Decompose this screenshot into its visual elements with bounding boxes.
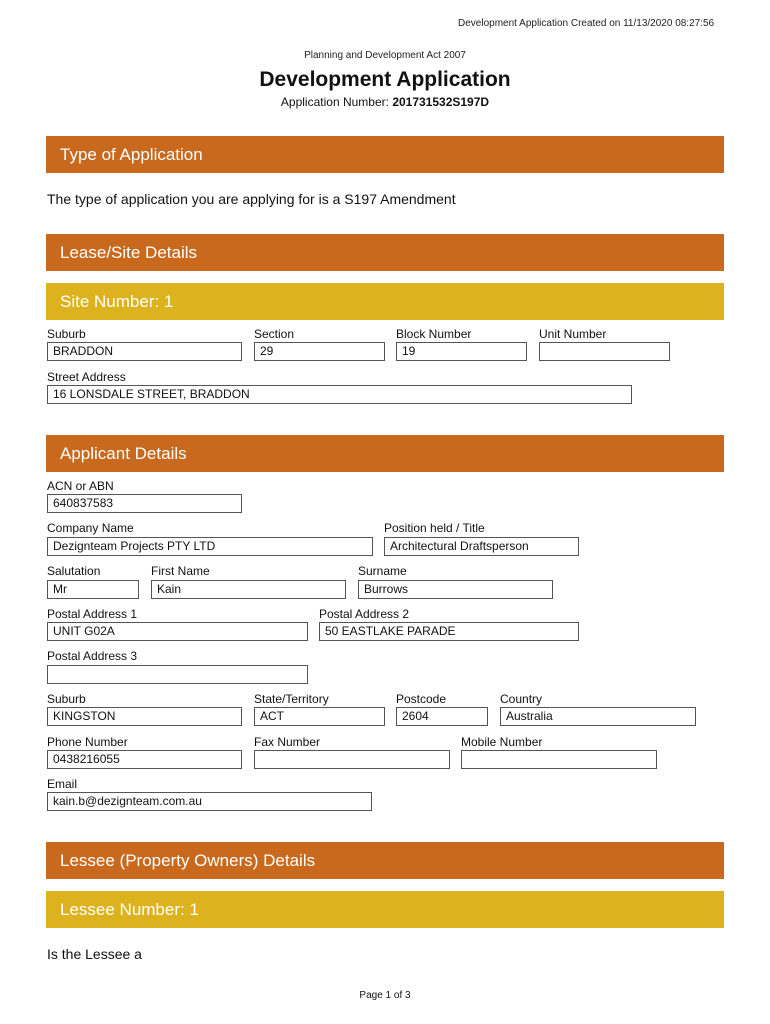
first-name-label: First Name: [151, 564, 210, 578]
applicant-suburb-field[interactable]: KINGSTON: [47, 707, 242, 726]
application-number: [0, 95, 770, 109]
country-label: Country: [500, 692, 543, 706]
postal-address-2-label: Postal Address 2: [319, 607, 410, 621]
postal-address-3-label: Postal Address 3: [47, 649, 138, 663]
subsection-site-number: Site Number: 1: [46, 283, 724, 320]
email-label: Email: [47, 777, 78, 791]
acn-abn-field[interactable]: 640837583: [47, 494, 242, 513]
site-suburb-label: Suburb: [47, 327, 86, 341]
state-territory-label: State/Territory: [254, 692, 329, 706]
section-lease-site-details: Lease/Site Details: [46, 234, 724, 271]
lessee-type-question: Is the Lessee a: [47, 946, 142, 962]
position-title-label: Position held / Title: [384, 521, 485, 535]
company-name-label: Company Name: [47, 521, 134, 535]
postal-address-3-field[interactable]: [47, 665, 308, 684]
phone-number-label: Phone Number: [47, 735, 128, 749]
section-label: Section: [254, 327, 295, 341]
fax-number-field[interactable]: [254, 750, 450, 769]
subsection-lessee-number: Lessee Number: 1: [46, 891, 724, 928]
surname-label: Surname: [358, 564, 407, 578]
block-number-label: Block Number: [396, 327, 472, 341]
country-field[interactable]: Australia: [500, 707, 696, 726]
street-address-label: Street Address: [47, 370, 126, 384]
page-title: Development Application: [259, 68, 511, 91]
site-suburb-field[interactable]: BRADDON: [47, 342, 242, 361]
unit-number-label: Unit Number: [539, 327, 607, 341]
fax-number-label: Fax Number: [254, 735, 321, 749]
application-type-text: The type of application you are applying for is a S197 Amendment: [47, 191, 456, 207]
state-territory-field[interactable]: ACT: [254, 707, 385, 726]
postcode-field[interactable]: 2604: [396, 707, 488, 726]
section-field[interactable]: 29: [254, 342, 385, 361]
application-number-label: Application Number:: [280, 95, 389, 109]
applicant-suburb-label: Suburb: [47, 692, 86, 706]
section-applicant-details: Applicant Details: [46, 435, 724, 472]
section-lessee-details: Lessee (Property Owners) Details: [46, 842, 724, 879]
position-title-field[interactable]: Architectural Draftsperson: [384, 537, 579, 556]
section-type-of-application: Type of Application: [46, 136, 724, 173]
page-number: Page 1 of 3: [359, 990, 411, 1001]
mobile-number-label: Mobile Number: [461, 735, 543, 749]
email-field[interactable]: kain.b@dezignteam.com.au: [47, 792, 372, 811]
postal-address-1-field[interactable]: UNIT G02A: [47, 622, 308, 641]
created-timestamp: Development Application Created on 11/13/2020 08:27:56: [458, 18, 715, 29]
phone-number-field[interactable]: 0438216055: [47, 750, 242, 769]
postal-address-2-field[interactable]: 50 EASTLAKE PARADE: [319, 622, 579, 641]
unit-number-field[interactable]: [539, 342, 670, 361]
application-number-value: 201731532S197D: [392, 95, 490, 109]
block-number-field[interactable]: 19: [396, 342, 527, 361]
surname-field[interactable]: Burrows: [358, 580, 553, 599]
mobile-number-field[interactable]: [461, 750, 657, 769]
acn-abn-label: ACN or ABN: [47, 479, 114, 493]
salutation-label: Salutation: [47, 564, 101, 578]
street-address-field[interactable]: 16 LONSDALE STREET, BRADDON: [47, 385, 632, 404]
act-name: Planning and Development Act 2007: [304, 50, 466, 61]
salutation-field[interactable]: Mr: [47, 580, 139, 599]
first-name-field[interactable]: Kain: [151, 580, 346, 599]
postal-address-1-label: Postal Address 1: [47, 607, 138, 621]
postcode-label: Postcode: [396, 692, 447, 706]
company-name-field[interactable]: Dezignteam Projects PTY LTD: [47, 537, 373, 556]
